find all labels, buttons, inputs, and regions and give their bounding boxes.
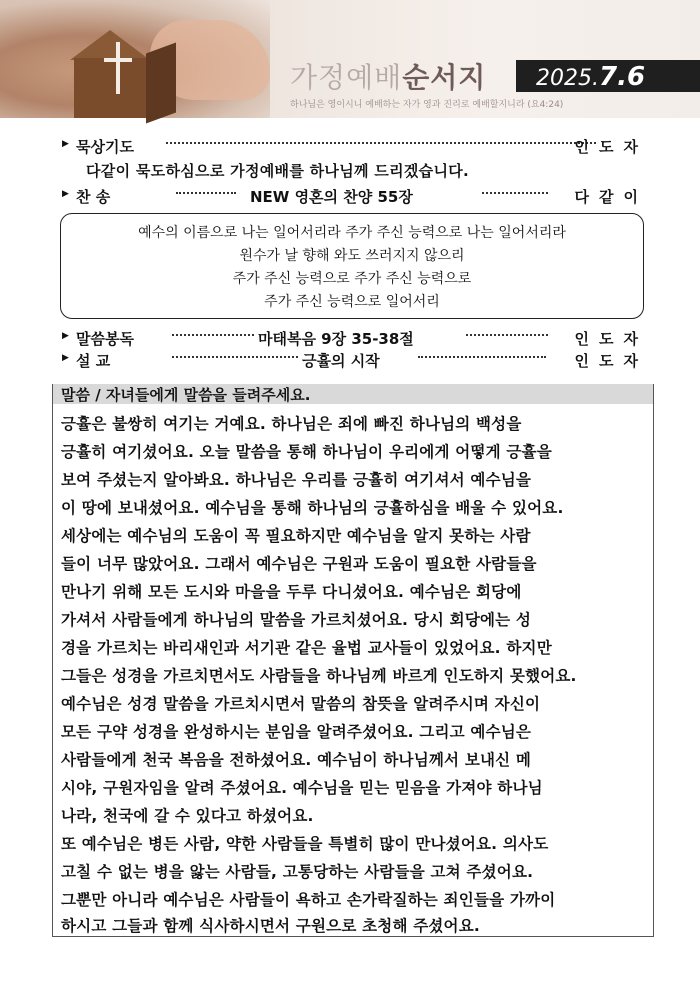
sermon-line: 모든 구약 성경을 완성하시는 분임을 알려주셨어요. 그리고 예수님은 xyxy=(61,723,532,741)
order-content: 긍휼의 시작 xyxy=(302,352,380,370)
sermon-line: 세상에는 예수님의 도움이 꼭 필요하지만 예수님을 알지 못하는 사람 xyxy=(61,527,531,545)
header-verse: 하나님은 영이시니 예배하는 자가 영과 진리로 예배할지니라 (요4:24) xyxy=(290,100,564,110)
order-label: 설 교 xyxy=(76,352,111,370)
dotted-leader xyxy=(172,334,254,336)
sermon-line: 경을 가르치는 바리새인과 서기관 같은 율법 교사들이 있었어요. 하지만 xyxy=(61,639,552,657)
order-label: 묵상기도 xyxy=(76,138,134,156)
sermon-line: 그들은 성경을 가르치면서도 사람들을 하나님께 바르게 인도하지 못했어요. xyxy=(61,667,577,685)
order-row-sermon xyxy=(62,350,648,372)
sermon-line: 예수님은 성경 말씀을 가르치시면서 말씀의 참뜻을 알려주시며 자신이 xyxy=(61,695,541,713)
service-date: 2025.7.6 xyxy=(536,62,646,92)
sermon-line: 만나기 위해 모든 도시와 마을을 두루 다니셨어요. 예수님은 회당에 xyxy=(61,583,522,601)
page-title: 가정예배순서지 xyxy=(290,61,487,94)
sermon-line: 긍휼은 불쌍히 여기는 거예요. 하나님은 죄에 빠진 하나님의 백성을 xyxy=(61,415,522,433)
order-row-prayer xyxy=(62,136,648,158)
sermon-line: 들이 너무 많았어요. 그래서 예수님은 구원과 도움이 필요한 사람들을 xyxy=(61,555,537,573)
dotted-leader xyxy=(176,192,236,194)
triangle-bullet-icon: ▶ xyxy=(62,353,69,363)
lyric-line: 원수가 날 향해 와도 쓰러지지 않으리 xyxy=(239,248,465,264)
order-row-hymn xyxy=(62,186,648,208)
order-leader: 다같이 xyxy=(574,188,648,206)
sermon-line: 또 예수님은 병든 사람, 약한 사람들을 특별히 많이 만나셨어요. 의사도 xyxy=(61,835,549,853)
dotted-leader xyxy=(172,356,298,358)
triangle-bullet-icon: ▶ xyxy=(62,189,69,199)
sermon-line: 고칠 수 없는 병을 앓는 사람들, 고통당하는 사람들을 고쳐 주셨어요. xyxy=(61,863,534,881)
lyric-line: 예수의 이름으로 나는 일어서리라 주가 주신 능력으로 나는 일어서리라 xyxy=(138,225,566,241)
cross-icon xyxy=(116,42,120,94)
order-label: 찬 송 xyxy=(76,188,111,206)
sermon-line: 그뿐만 아니라 예수님은 사람들이 욕하고 손가락질하는 죄인들을 가까이 xyxy=(61,891,556,909)
order-row-reading xyxy=(62,328,648,350)
lyric-line: 주가 주신 능력으로 주가 주신 능력으로 xyxy=(232,271,472,287)
sermon-line: 가셔서 사람들에게 하나님의 말씀을 가르치셨어요. 당시 회당에는 성 xyxy=(61,611,532,629)
sermon-line: 이 땅에 보내셨어요. 예수님을 통해 하나님의 긍휼하심을 배울 수 있어요. xyxy=(61,499,564,517)
sermon-line: 보여 주셨는지 알아봐요. 하나님은 우리를 긍휼히 여기셔서 예수님을 xyxy=(61,471,532,489)
sermon-line: 긍휼히 여기셨어요. 오늘 말씀을 통해 하나님이 우리에게 어떻게 긍휼을 xyxy=(61,443,552,461)
sermon-line: 시야, 구원자임을 알려 주셨어요. 예수님을 믿는 믿음을 가져야 하나님 xyxy=(61,779,543,797)
dotted-leader xyxy=(418,356,546,358)
sermon-section xyxy=(52,384,654,937)
triangle-bullet-icon: ▶ xyxy=(62,331,69,341)
cross-icon-bar xyxy=(104,58,132,62)
triangle-bullet-icon: ▶ xyxy=(62,139,69,149)
order-content: 마태복음 9장 35-38절 xyxy=(258,330,414,348)
dotted-leader xyxy=(482,192,548,194)
sermon-line: 하시고 그들과 함께 식사하시면서 구원으로 초청해 주셨어요. xyxy=(61,917,480,935)
order-content: NEW 영혼의 찬양 55장 xyxy=(250,188,413,206)
dotted-leader xyxy=(466,334,548,336)
wooden-house-image xyxy=(70,30,150,118)
sermon-line: 나라, 천국에 갈 수 있다고 하셨어요. xyxy=(61,807,314,825)
order-leader: 인도자 xyxy=(574,352,648,370)
lyric-line: 주가 주신 능력으로 일어서리 xyxy=(264,294,440,310)
header-banner xyxy=(0,0,700,118)
sermon-line: 사람들에게 천국 복음을 전하셨어요. 예수님이 하나님께서 보내신 메 xyxy=(61,751,532,769)
order-label: 말씀봉독 xyxy=(76,330,134,348)
hymn-lyrics-box xyxy=(60,213,644,319)
opening-notice: 다같이 묵도하심으로 가정예배를 하나님께 드리겠습니다. xyxy=(86,162,470,180)
order-leader: 인도자 xyxy=(574,138,648,156)
dotted-leader xyxy=(166,142,596,144)
sermon-heading: 말씀 / 자녀들에게 말씀을 들려주세요. xyxy=(53,384,653,404)
order-leader: 인도자 xyxy=(574,330,648,348)
